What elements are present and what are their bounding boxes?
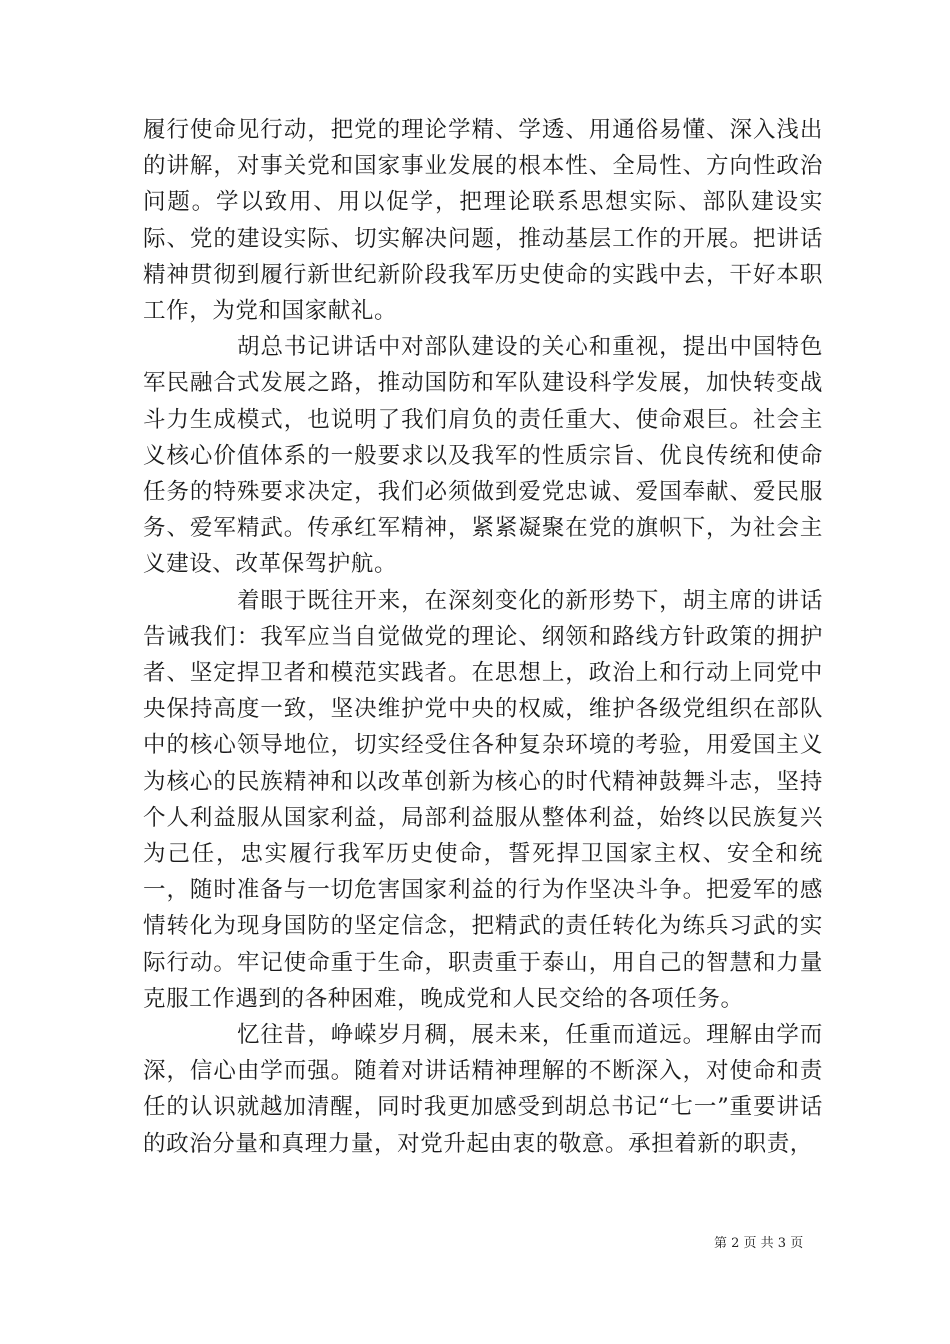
document-body <box>143 112 823 1162</box>
paragraph-new-situation: 着眼于既往开来，在深刻变化的新形势下，胡主席的讲话告诫我们：我军应当自觉做党的理论、纲领和路线方针政策的拥护者、坚定捍卫者和模范实践者。在思想上，政治上和行动上同党中央保持高度一致，坚决维护党中央的权威，维护各级党组织在部队中的核心领导地位，切实经受住各种复杂环境的考验，用爱国主义为核心的民族精神和以改革创新为核心的时代精神鼓舞斗志，坚持个人利益服从国家利益，局部利益服从整体利益，始终以民族复兴为己任，忠实履行我军历史使命，誓死捍卫国家主权、安全和统一，随时准备与一切危害国家利益的行为作坚决斗争。把爱军的感情转化为现身国防的坚定信念，把精武的责任转化为练兵习武的实际行动。牢记使命重于生命，职责重于泰山，用自己的智慧和力量克服工作遇到的各种困难，晚成党和人民交给的各项任务。 <box>143 587 823 1012</box>
page-number-footer: 第 2 页 共 3 页 <box>714 1236 804 1251</box>
paragraph-continuation: 履行使命见行动，把党的理论学精、学透、用通俗易懂、深入浅出的讲解，对事关党和国家事业发展的根本性、全局性、方向性政治问题。学以致用、用以促学，把理论联系思想实际、部队建设实际、党的建设实际、切实解决问题，推动基层工作的开展。把讲话精神贯彻到履行新世纪新阶段我军历史使命的实践中去，干好本职工作，为党和国家献礼。 <box>143 117 823 325</box>
paragraph-reflection: 忆往昔，峥嵘岁月稠，展未来，任重而道远。理解由学而深，信心由学而强。随着对讲话精神理解的不断深入，对使命和责任的认识就越加清醒，同时我更加感受到胡总书记“七一”重要讲话的政治分量和真理力量，对党升起由衷的敬意。承担着新的职责， <box>143 1022 823 1157</box>
paragraph-army-building: 胡总书记讲话中对部队建设的关心和重视，提出中国特色军民融合式发展之路，推动国防和军队建设科学发展，加快转变战斗力生成模式，也说明了我们肩负的责任重大、使命艰巨。社会主义核心价值体系的一般要求以及我军的性质宗旨、优良传统和使命任务的特殊要求决定，我们必须做到爱党忠诚、爱国奉献、爱民服务、爱军精武。传承红军精神，紧紧凝聚在党的旗帜下，为社会主义建设、改革保驾护航。 <box>143 334 823 578</box>
